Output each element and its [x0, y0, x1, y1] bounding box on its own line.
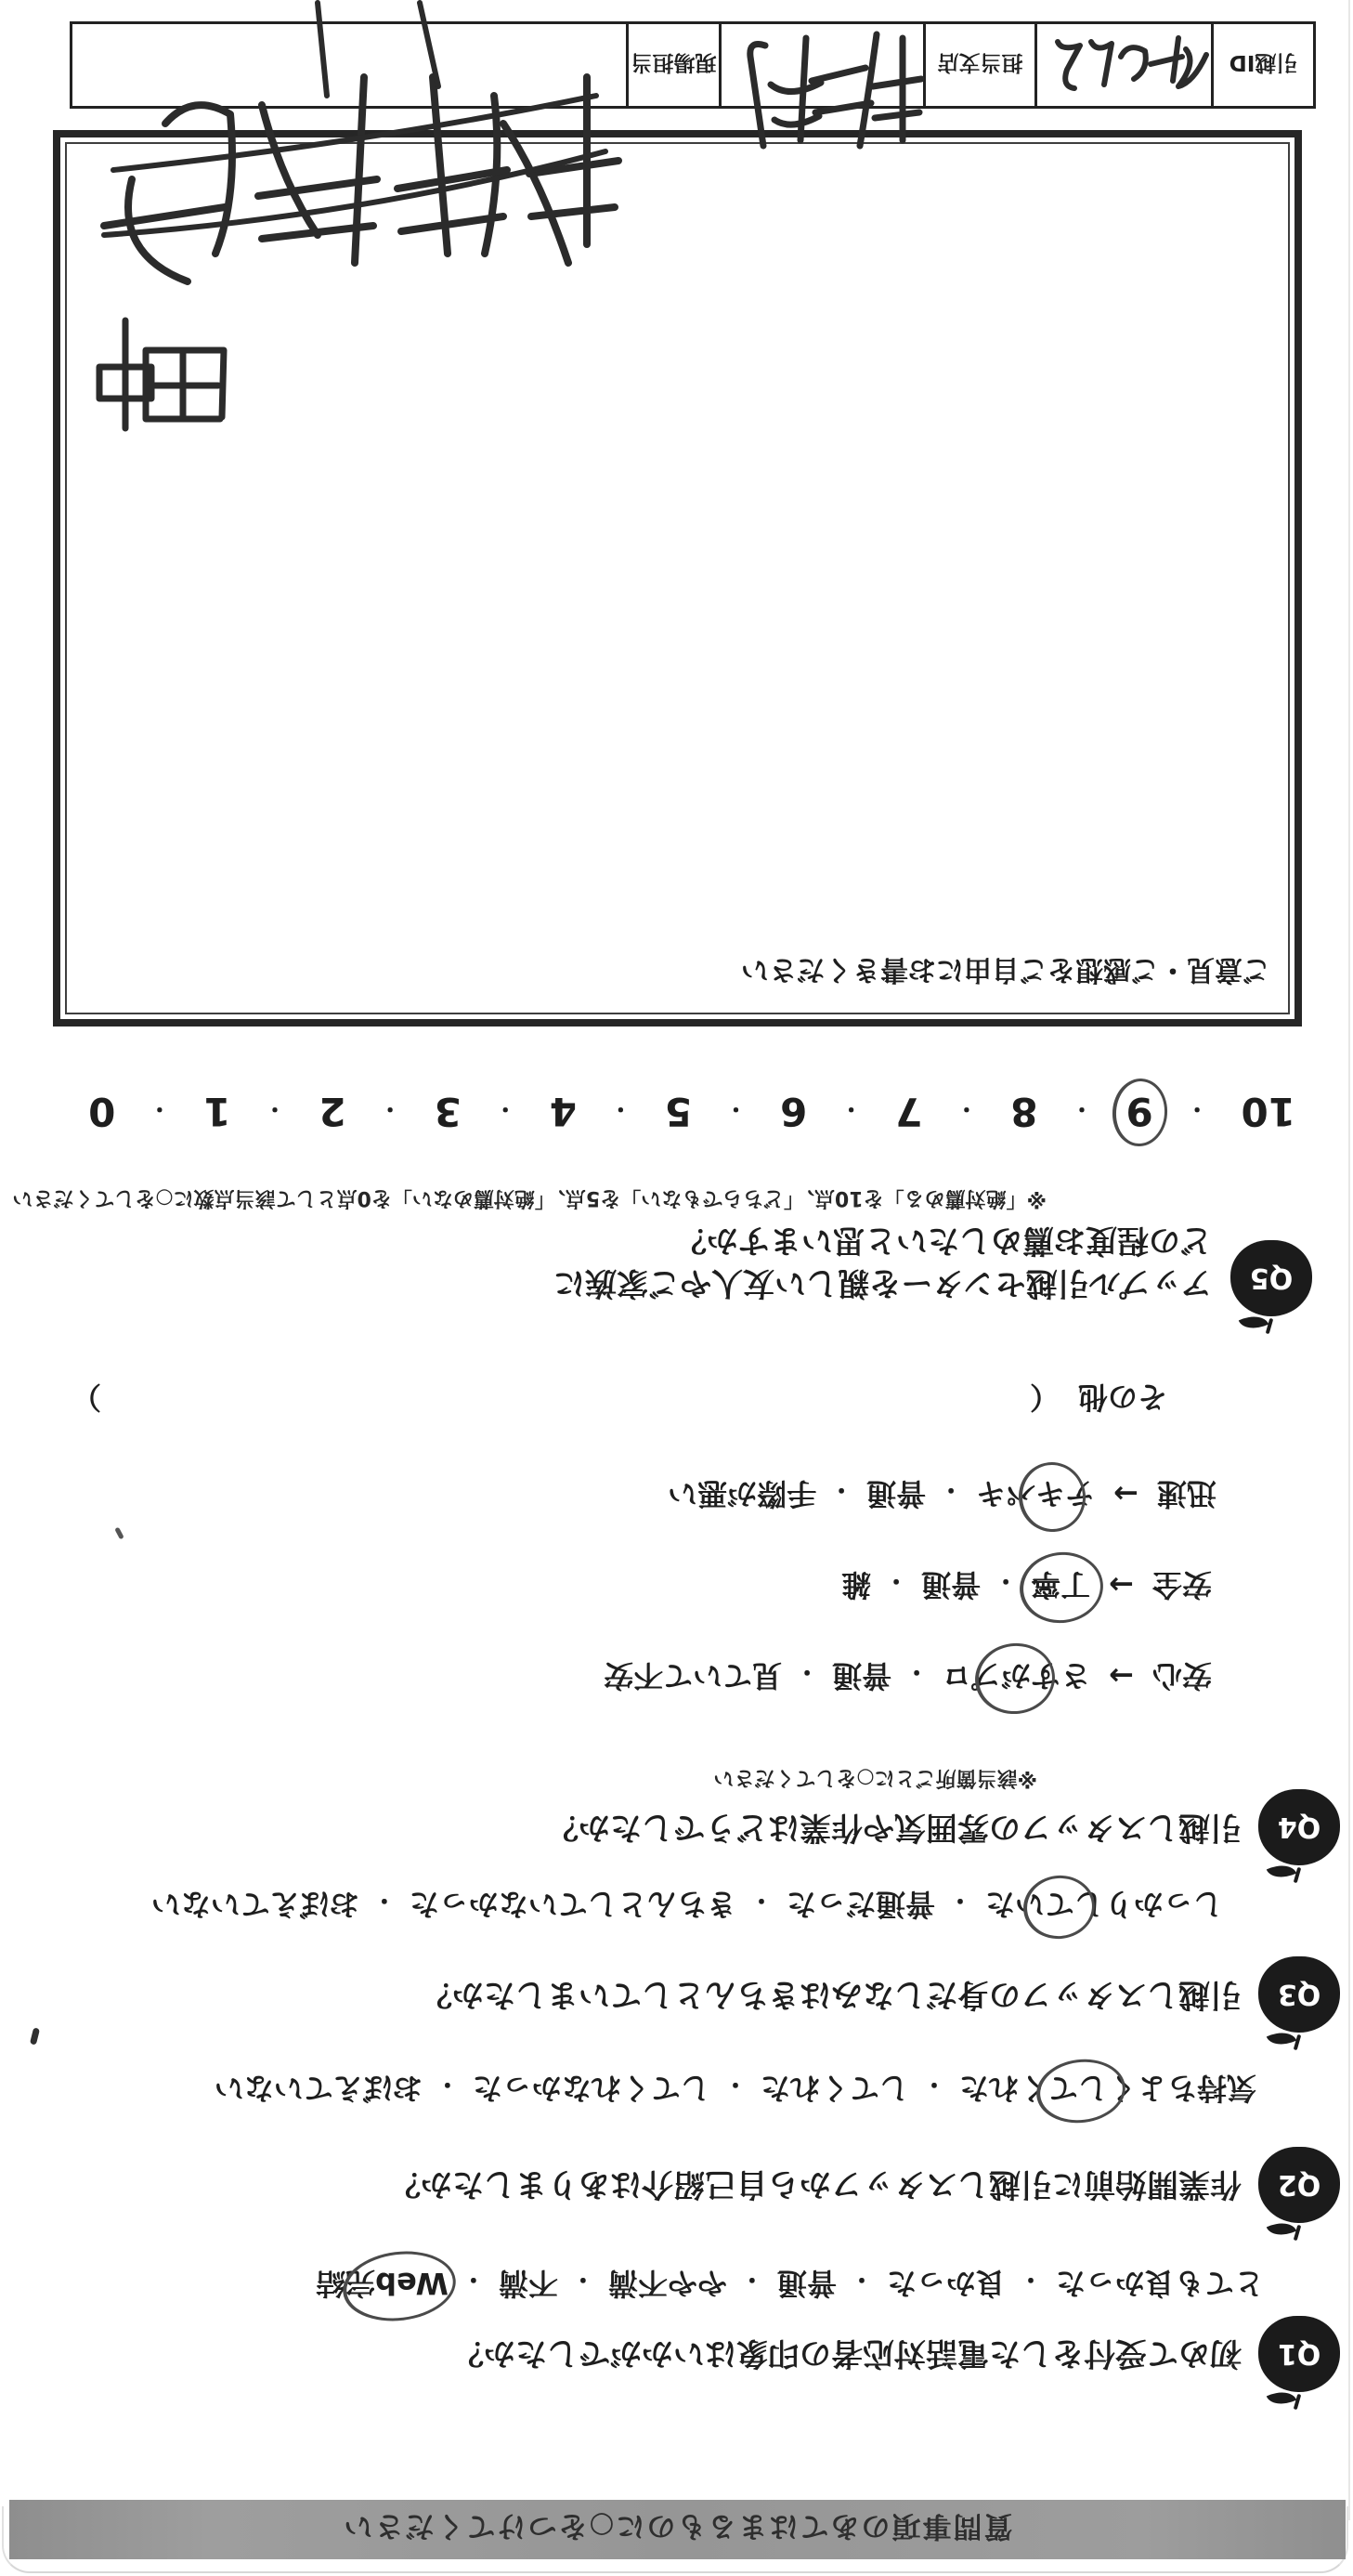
q1-option: やや不満: [607, 2266, 727, 2301]
q4-option: 雑: [841, 1567, 872, 1602]
scale-value: 0: [88, 1089, 116, 1134]
q2-option: おぼえていない: [214, 2071, 423, 2106]
q4-row3-circled-answer: [976, 1474, 1095, 1517]
q3-option: しっかりしていた: [984, 1887, 1223, 1922]
q1-option: とても良かった: [1055, 2266, 1264, 2301]
scale-value: 6: [779, 1089, 808, 1134]
scale-separator: ・: [1070, 1096, 1093, 1122]
q3-options: [151, 1885, 1223, 1928]
survey-title-text: 質問事項のあてはまるものに○をつけてください: [342, 2509, 1013, 2543]
q4-option: 普通: [921, 1567, 982, 1602]
scale-separator: ・: [379, 1096, 402, 1122]
scale-separator: ・: [148, 1096, 171, 1122]
q2-apple-badge-icon: [1258, 2147, 1340, 2223]
paren-open: （: [1029, 1380, 1060, 1415]
site-staff-label-cell: [626, 24, 719, 106]
scale-value: 10: [1241, 1089, 1295, 1134]
q3-apple-badge-icon: [1258, 1956, 1340, 2033]
option-separator: ・: [904, 1657, 930, 1686]
staff-info-table: [70, 21, 1316, 109]
q4-row-anshin: [604, 1656, 1212, 1699]
scale-value: 5: [664, 1089, 693, 1134]
q2-option: してくれなかった: [472, 2071, 710, 2106]
scale-value: 7: [895, 1089, 923, 1134]
scale-separator: ・: [955, 1096, 978, 1122]
option-separator: ・: [461, 2265, 486, 2294]
q3-option: きちんとしていなかった: [409, 1887, 736, 1922]
option-separator: ・: [570, 2265, 595, 2294]
q4-option: テキパキ: [976, 1476, 1096, 1511]
move-id-value-cell: [1034, 24, 1211, 106]
q3-circled-answer: [985, 1885, 1223, 1928]
stray-pen-mark: [30, 2027, 40, 2045]
q4-row-label: 安全: [1151, 1567, 1212, 1602]
q4-other-label: その他: [1077, 1380, 1167, 1415]
branch-value-cell: [719, 24, 923, 106]
scale-value: 9: [1125, 1089, 1153, 1134]
q4-option: さすがプロ: [942, 1658, 1091, 1693]
q4-badge-label: Q4: [1277, 1811, 1321, 1844]
q2-title: 作業開始前に引越しスタッフから自己紹介はありましたか？: [389, 2165, 1242, 2203]
q1-option: 不満: [498, 2266, 558, 2301]
q1-options: [316, 2264, 1264, 2307]
q5-note: ※「絶対薦める」を10点、「どちらでもない」を5点、「絶対薦めない」を0点として該当点数に○をしてください: [12, 1186, 1047, 1210]
option-separator: ・: [795, 1657, 820, 1686]
q1-badge-label: Q1: [1277, 2337, 1321, 2371]
q1-apple-badge-icon: [1258, 2316, 1340, 2392]
scale-separator: ・: [724, 1096, 748, 1122]
paren-close: ）: [71, 1380, 101, 1415]
survey-title-bar: [9, 2500, 1346, 2559]
option-separator: ・: [994, 1566, 1019, 1595]
branch-label: 担当支店: [937, 50, 1023, 75]
option-separator: ・: [371, 1886, 397, 1915]
q2-option: してくれた: [760, 2071, 909, 2106]
q5-title-line2: どの程度お薦めしたいと思いますか？: [675, 1222, 1212, 1259]
scale-separator: ・: [263, 1096, 286, 1122]
move-id-label-cell: [1211, 24, 1313, 106]
q3-badge-label: Q3: [1277, 1978, 1321, 2011]
q4-option: 普通: [866, 1476, 927, 1511]
q4-title: 引越しスタッフの雰囲気や作業はどうでしたか？: [547, 1809, 1242, 1846]
q1-option: 普通: [776, 2266, 837, 2301]
scale-value: 3: [434, 1089, 462, 1134]
q4-note: ※該当箇所ごとに○をしてください: [713, 1766, 1037, 1789]
q4-apple-badge-icon: [1258, 1789, 1340, 1865]
arrow-icon: →: [1113, 1476, 1138, 1511]
option-separator: ・: [1018, 2265, 1043, 2294]
scale-separator: ・: [609, 1096, 632, 1122]
comment-box-heading: ご意見・ご感想をご自由にお書きください: [741, 953, 1270, 986]
q4-row2-circled-answer: [1031, 1565, 1090, 1608]
option-separator: ・: [939, 1475, 964, 1504]
q3-option: 普通だった: [786, 1887, 935, 1922]
site-staff-value-cell: [72, 24, 626, 106]
q3-option: おぼえていない: [150, 1887, 359, 1922]
q4-option: 見ていて不安: [604, 1658, 783, 1693]
scale-value: 1: [203, 1089, 231, 1134]
move-id-label: 引越ID: [1229, 50, 1298, 75]
q2-badge-label: Q2: [1277, 2168, 1321, 2202]
option-separator: ・: [884, 1566, 909, 1595]
q1-option: Web完結: [316, 2266, 449, 2301]
comment-box: [53, 130, 1302, 1026]
q4-row-jinsoku: [668, 1474, 1216, 1517]
q4-row-label: 迅速: [1156, 1476, 1216, 1511]
q4-row1-circled-answer: [942, 1656, 1090, 1699]
scale-value: 4: [549, 1089, 577, 1134]
scale-value: 8: [1010, 1089, 1038, 1134]
q4-row-anzen: [841, 1565, 1212, 1608]
q2-options: [215, 2069, 1256, 2112]
q5-circled-score: [1125, 1089, 1152, 1134]
option-separator: ・: [435, 2070, 460, 2099]
q4-option: 丁寧: [1031, 1567, 1091, 1602]
site-staff-label: 現場担当: [631, 50, 717, 75]
q4-row-label: 安心: [1151, 1658, 1212, 1693]
option-separator: ・: [947, 1886, 972, 1915]
q2-circled-answer: [959, 2069, 1256, 2112]
scale-value: 2: [319, 1089, 346, 1134]
branch-label-cell: [923, 24, 1034, 106]
scale-separator: ・: [494, 1096, 517, 1122]
q3-title: 引越しスタッフの身だしなみはきちんとしていましたか？: [421, 1976, 1242, 2013]
arrow-icon: →: [1109, 1658, 1134, 1693]
option-separator: ・: [829, 1475, 854, 1504]
option-separator: ・: [748, 1886, 774, 1915]
option-separator: ・: [722, 2070, 748, 2099]
q1-circled-answer: [316, 2264, 449, 2307]
arrow-icon: →: [1109, 1567, 1134, 1602]
paper-edge-line: [1348, 0, 1350, 2520]
q2-option: 気持ちよくしてくれた: [958, 2071, 1256, 2106]
q4-option: 手際が悪い: [668, 1476, 817, 1511]
scale-separator: ・: [1186, 1096, 1209, 1122]
q4-row-other: [72, 1378, 1167, 1420]
scale-separator: ・: [839, 1096, 863, 1122]
option-separator: ・: [739, 2265, 764, 2294]
q5-rating-scale: [88, 1089, 1295, 1134]
stray-pen-mark: [114, 1527, 124, 1540]
q1-option: 良かった: [886, 2266, 1006, 2301]
q5-apple-badge-icon: [1230, 1240, 1312, 1316]
q4-option: 普通: [832, 1658, 892, 1693]
q5-badge-label: Q5: [1249, 1262, 1294, 1295]
option-separator: ・: [849, 2265, 874, 2294]
q5-title-line1: アップル引越センターを親しい友人やご家族に: [553, 1264, 1212, 1301]
option-separator: ・: [921, 2070, 946, 2099]
q1-title: 初めて受付をした電話対応者の印象はいかがでしたか？: [452, 2334, 1242, 2372]
